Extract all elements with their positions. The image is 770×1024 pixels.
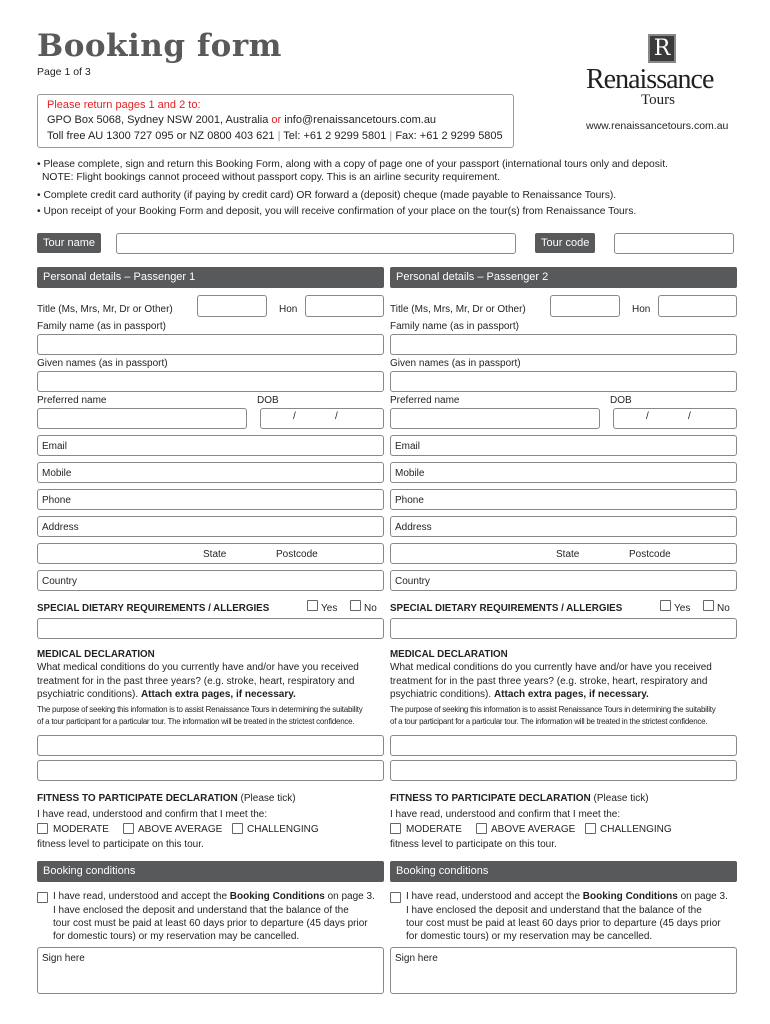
dietary-no-checkbox[interactable] bbox=[703, 600, 714, 611]
dietary-yes-label: Yes bbox=[674, 603, 691, 614]
dietary-heading: SPECIAL DIETARY REQUIREMENTS / ALLERGIES bbox=[390, 603, 623, 614]
phone-label: Phone bbox=[42, 495, 71, 506]
preferred-name-input[interactable] bbox=[390, 408, 600, 429]
medical-question-2: treatment for in the past three years? (e.g. stroke, heart, respiratory and bbox=[390, 676, 708, 687]
preferred-name-label: Preferred name bbox=[390, 395, 460, 406]
address-label: Address bbox=[395, 522, 432, 533]
logo-mark: R bbox=[648, 34, 676, 63]
medical-question-1: What medical conditions do you currently have and/or have you received bbox=[37, 662, 359, 673]
return-tollfree: Toll free AU 1300 727 095 or NZ 0800 403 621 bbox=[47, 130, 275, 142]
dob-label: DOB bbox=[257, 395, 279, 406]
dietary-no-checkbox[interactable] bbox=[350, 600, 361, 611]
return-or: or bbox=[271, 114, 282, 126]
logo-name: Renaissance bbox=[586, 64, 714, 95]
divider: | bbox=[389, 130, 396, 142]
country-input[interactable] bbox=[37, 570, 384, 591]
title-label: Title (Ms, Mrs, Mr, Dr or Other) bbox=[37, 304, 173, 315]
return-heading: Please return pages 1 and 2 to: bbox=[47, 99, 201, 111]
address-input[interactable] bbox=[37, 516, 384, 537]
state-label: State bbox=[203, 549, 227, 560]
fitness-end: fitness level to participate on this tour. bbox=[37, 839, 204, 850]
conditions-line-2: tour cost must be paid at least 60 days prior to departure (45 days prior bbox=[53, 918, 368, 929]
medical-heading: MEDICAL DECLARATION bbox=[390, 649, 508, 660]
medical-question-2: treatment for in the past three years? (e.g. stroke, heart, respiratory and bbox=[37, 676, 355, 687]
conditions-bold: Booking Conditions bbox=[229, 891, 325, 902]
fitness-above-average-label: ABOVE AVERAGE bbox=[491, 824, 576, 835]
given-names-input[interactable] bbox=[37, 371, 384, 392]
email-input[interactable] bbox=[390, 435, 737, 456]
conditions-line-1: I have enclosed the deposit and understand that the balance of the bbox=[406, 905, 702, 916]
hon-label: Hon bbox=[279, 304, 298, 315]
logo-sub: Tours bbox=[641, 92, 675, 108]
medical-privacy-2: of a tour participant for a particular tour. The information will be treated in the strictest confidence. bbox=[37, 717, 355, 726]
title-input[interactable] bbox=[197, 295, 267, 317]
mobile-label: Mobile bbox=[395, 468, 425, 479]
dob-slash-1: / bbox=[293, 411, 296, 422]
booking-conditions-checkbox[interactable] bbox=[37, 892, 48, 903]
dietary-no-label: No bbox=[364, 603, 377, 614]
return-address: GPO Box 5068, Sydney NSW 2001, Australia bbox=[47, 114, 269, 126]
fitness-moderate-label: MODERATE bbox=[53, 824, 109, 835]
fitness-intro: I have read, understood and confirm that I meet the: bbox=[37, 809, 268, 820]
medical-input-2[interactable] bbox=[390, 760, 737, 781]
return-fax: Fax: +61 2 9299 5805 bbox=[395, 130, 503, 142]
postcode-label: Postcode bbox=[276, 549, 318, 560]
dietary-input[interactable] bbox=[37, 618, 384, 639]
signature-label: Sign here bbox=[395, 953, 438, 964]
medical-heading: MEDICAL DECLARATION bbox=[37, 649, 155, 660]
family-name-label: Family name (as in passport) bbox=[37, 321, 166, 332]
fitness-challenging-label: CHALLENGING bbox=[600, 824, 672, 835]
dietary-yes-label: Yes bbox=[321, 603, 338, 614]
fitness-above-average-label: ABOVE AVERAGE bbox=[138, 824, 223, 835]
fitness-challenging-checkbox[interactable] bbox=[585, 823, 596, 834]
conditions-line-2: tour cost must be paid at least 60 days prior to departure (45 days prior bbox=[406, 918, 721, 929]
booking-conditions-heading: Booking conditions bbox=[390, 861, 737, 882]
fitness-heading-line bbox=[37, 793, 296, 805]
dietary-input[interactable] bbox=[390, 618, 737, 639]
conditions-post: on page 3. bbox=[680, 891, 728, 902]
email-label: Email bbox=[395, 441, 421, 452]
fitness-challenging-checkbox[interactable] bbox=[232, 823, 243, 834]
address-label: Address bbox=[42, 522, 79, 533]
given-names-label: Given names (as in passport) bbox=[37, 358, 168, 369]
email-input[interactable] bbox=[37, 435, 384, 456]
title-label: Title (Ms, Mrs, Mr, Dr or Other) bbox=[390, 304, 526, 315]
medical-question-3-line bbox=[390, 689, 649, 701]
fitness-above-average-checkbox[interactable] bbox=[476, 823, 487, 834]
medical-input-2[interactable] bbox=[37, 760, 384, 781]
instruction-note: NOTE: Flight bookings cannot proceed without passport copy. This is an airline security requirement. bbox=[42, 172, 501, 183]
family-name-input[interactable] bbox=[390, 334, 737, 355]
passenger-heading: Personal details – Passenger 2 bbox=[390, 267, 737, 288]
instruction-2: • Complete credit card authority (if paying by credit card) OR forward a (deposit) cheque (made payable to Renaissance Tours). bbox=[37, 190, 617, 201]
hon-input[interactable] bbox=[305, 295, 384, 317]
country-label: Country bbox=[395, 576, 431, 587]
fitness-heading: FITNESS TO PARTICIPATE DECLARATION bbox=[390, 793, 591, 804]
dietary-no-label: No bbox=[717, 603, 730, 614]
medical-input-1[interactable] bbox=[37, 735, 384, 756]
medical-question-3: psychiatric conditions). bbox=[390, 689, 492, 700]
medical-privacy-1: The purpose of seeking this information is to assist Renaissance Tours in determining the suitability bbox=[390, 705, 716, 714]
country-label: Country bbox=[42, 576, 78, 587]
fitness-above-average-checkbox[interactable] bbox=[123, 823, 134, 834]
fitness-tick-note: (Please tick) bbox=[240, 793, 296, 804]
mobile-input[interactable] bbox=[390, 462, 737, 483]
medical-question-1: What medical conditions do you currently have and/or have you received bbox=[390, 662, 712, 673]
website-url[interactable]: www.renaissancetours.com.au bbox=[586, 120, 729, 132]
booking-conditions-checkbox[interactable] bbox=[390, 892, 401, 903]
state-label: State bbox=[556, 549, 580, 560]
dob-label: DOB bbox=[610, 395, 632, 406]
dietary-yes-checkbox[interactable] bbox=[307, 600, 318, 611]
return-tel: Tel: +61 2 9299 5801 bbox=[283, 130, 387, 142]
fitness-challenging-label: CHALLENGING bbox=[247, 824, 319, 835]
conditions-line-3: for domestic tours) or my reservation may be cancelled. bbox=[53, 931, 300, 942]
dob-slash-2: / bbox=[688, 411, 691, 422]
dob-slash-2: / bbox=[335, 411, 338, 422]
divider: | bbox=[277, 130, 284, 142]
fitness-tick-note: (Please tick) bbox=[593, 793, 649, 804]
signature-input[interactable] bbox=[390, 947, 737, 994]
passenger-2-column bbox=[390, 0, 737, 1024]
medical-privacy-1: The purpose of seeking this information is to assist Renaissance Tours in determining the suitability bbox=[37, 705, 363, 714]
postcode-label: Postcode bbox=[629, 549, 671, 560]
fitness-heading: FITNESS TO PARTICIPATE DECLARATION bbox=[37, 793, 238, 804]
country-input[interactable] bbox=[390, 570, 737, 591]
fitness-end: fitness level to participate on this tour. bbox=[390, 839, 557, 850]
phone-input[interactable] bbox=[390, 489, 737, 510]
instruction-1: • Please complete, sign and return this Booking Form, along with a copy of page one of your passport (international tours only and deposit. bbox=[37, 159, 668, 170]
tour-code-label: Tour code bbox=[535, 233, 595, 253]
tour-name-label: Tour name bbox=[37, 233, 101, 253]
title-input[interactable] bbox=[550, 295, 620, 317]
fitness-intro: I have read, understood and confirm that I meet the: bbox=[390, 809, 621, 820]
conditions-line-0 bbox=[406, 891, 728, 903]
passenger-heading: Personal details – Passenger 1 bbox=[37, 267, 384, 288]
medical-question-3: psychiatric conditions). bbox=[37, 689, 139, 700]
instruction-3: • Upon receipt of your Booking Form and deposit, you will receive confirmation of your place on the tour(s) from Renaissance Tours. bbox=[37, 206, 637, 217]
signature-input[interactable] bbox=[37, 947, 384, 994]
return-email[interactable]: info@renaissancetours.com.au bbox=[284, 114, 437, 126]
dob-slash-1: / bbox=[646, 411, 649, 422]
medical-input-1[interactable] bbox=[390, 735, 737, 756]
preferred-name-input[interactable] bbox=[37, 408, 247, 429]
conditions-line-1: I have enclosed the deposit and understand that the balance of the bbox=[53, 905, 349, 916]
fitness-heading-line bbox=[390, 793, 649, 805]
fitness-moderate-checkbox[interactable] bbox=[37, 823, 48, 834]
booking-conditions-heading: Booking conditions bbox=[37, 861, 384, 882]
medical-attach-note: Attach extra pages, if necessary. bbox=[140, 689, 296, 700]
conditions-post: on page 3. bbox=[327, 891, 375, 902]
dob-input[interactable] bbox=[260, 408, 384, 429]
dietary-yes-checkbox[interactable] bbox=[660, 600, 671, 611]
conditions-line-0 bbox=[53, 891, 375, 903]
fitness-moderate-checkbox[interactable] bbox=[390, 823, 401, 834]
dietary-heading: SPECIAL DIETARY REQUIREMENTS / ALLERGIES bbox=[37, 603, 270, 614]
signature-label: Sign here bbox=[42, 953, 85, 964]
mobile-input[interactable] bbox=[37, 462, 384, 483]
medical-attach-note: Attach extra pages, if necessary. bbox=[493, 689, 649, 700]
given-names-label: Given names (as in passport) bbox=[390, 358, 521, 369]
hon-input[interactable] bbox=[658, 295, 737, 317]
medical-question-3-line bbox=[37, 689, 296, 701]
email-label: Email bbox=[42, 441, 68, 452]
conditions-pre: I have read, understood and accept the bbox=[53, 891, 228, 902]
address-input[interactable] bbox=[390, 516, 737, 537]
medical-privacy-2: of a tour participant for a particular tour. The information will be treated in the strictest confidence. bbox=[390, 717, 708, 726]
page-number: Page 1 of 3 bbox=[37, 66, 91, 78]
mobile-label: Mobile bbox=[42, 468, 72, 479]
fitness-moderate-label: MODERATE bbox=[406, 824, 462, 835]
hon-label: Hon bbox=[632, 304, 651, 315]
dob-input[interactable] bbox=[613, 408, 737, 429]
conditions-pre: I have read, understood and accept the bbox=[406, 891, 581, 902]
family-name-input[interactable] bbox=[37, 334, 384, 355]
preferred-name-label: Preferred name bbox=[37, 395, 107, 406]
conditions-bold: Booking Conditions bbox=[582, 891, 678, 902]
phone-input[interactable] bbox=[37, 489, 384, 510]
phone-label: Phone bbox=[395, 495, 424, 506]
page-title: Booking form bbox=[37, 28, 282, 64]
given-names-input[interactable] bbox=[390, 371, 737, 392]
conditions-line-3: for domestic tours) or my reservation may be cancelled. bbox=[406, 931, 653, 942]
passenger-1-column bbox=[37, 0, 387, 1024]
family-name-label: Family name (as in passport) bbox=[390, 321, 519, 332]
